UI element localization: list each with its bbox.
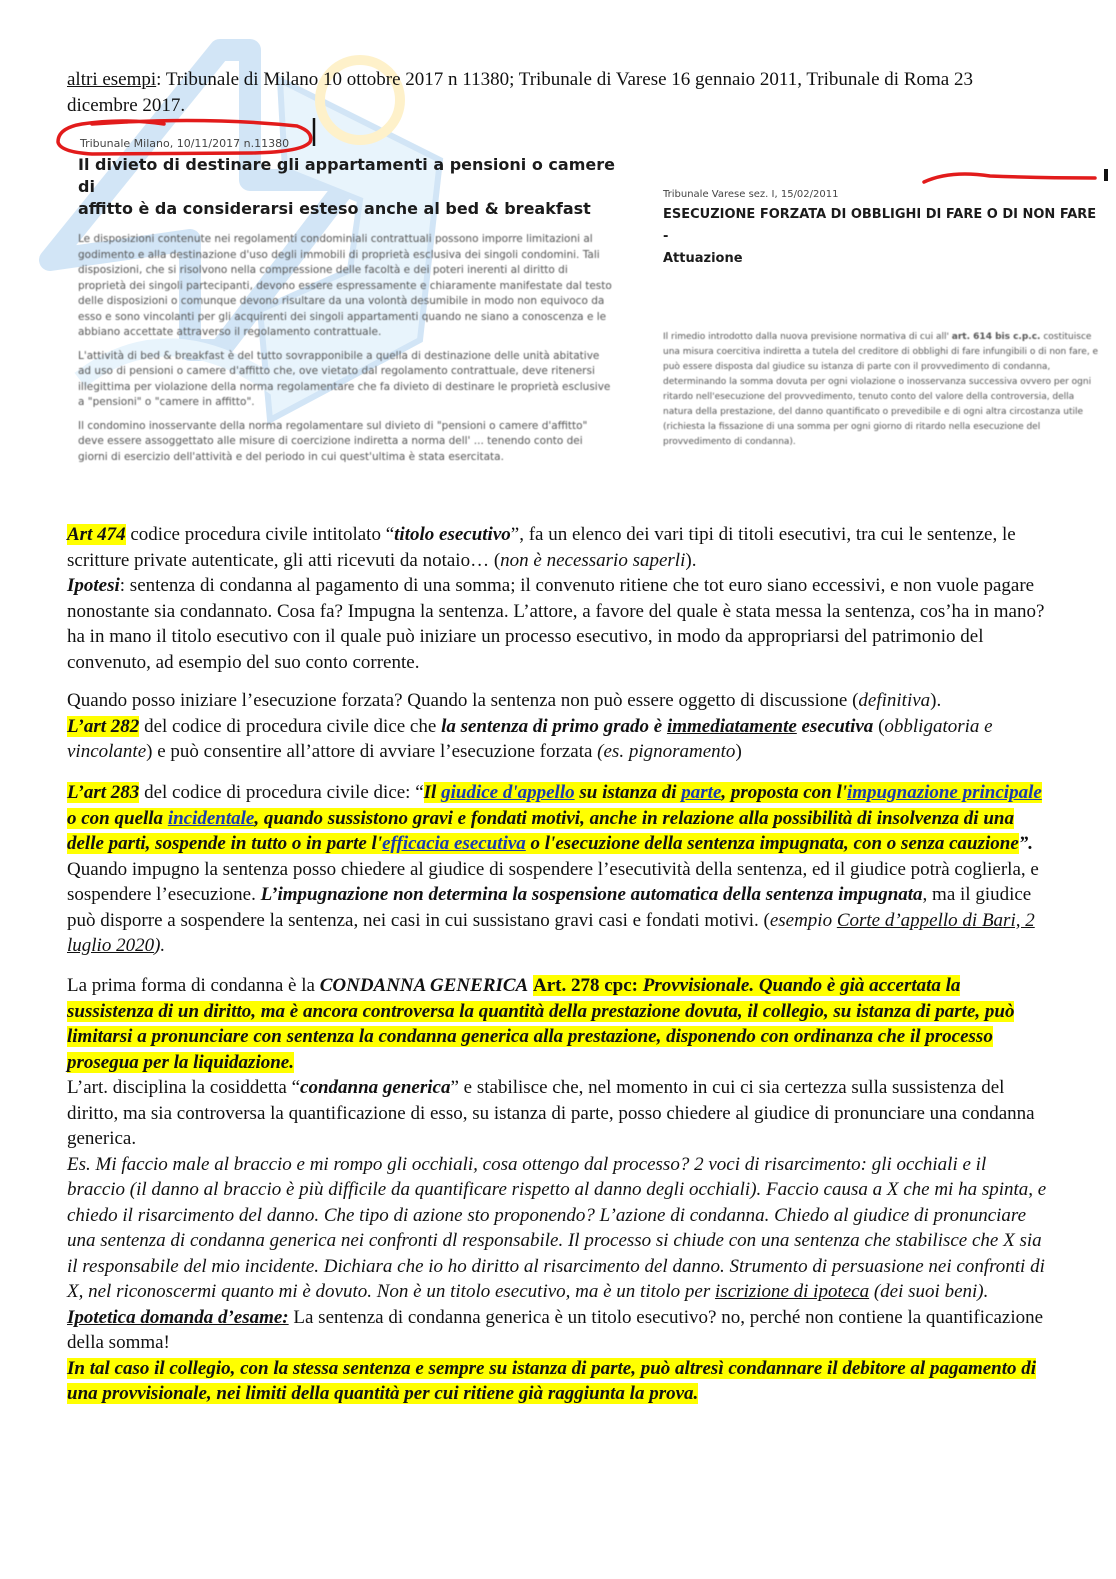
link-iscrizione-ipoteca[interactable]: iscrizione di ipoteca [715,1281,870,1302]
conclusione-text: In tal caso il collegio, con la stessa sentenza e sempre su istanza di parte, può altresì condannare il debitore al pagamento di una provvisionale, nei limiti della quantità per cui ritiene già raggiunta la prova. [67,1357,1037,1404]
clip-varese-body-art: art. 614 bis c.p.c. [951,332,1041,342]
link-parte[interactable]: parte [681,782,722,803]
art283-quote-2: su istanza di [574,782,682,803]
clip-varese-source: Tribunale Varese sez. I, 15/02/2011 [663,189,839,200]
intro-label: altri esempi [67,69,157,90]
link-corte-appello-bari[interactable]: Corte d’appello di Bari, 2 luglio 2020 [67,909,1035,956]
art283-quote-1: Il [423,782,442,803]
art283-quote-3: , proposta con l' [721,782,847,803]
esecuzione-text-1: Quando posso iniziare l’esecuzione forzata? Quando la sentenza non può essere oggetto di discussione ( [67,690,859,711]
intro-text: : Tribunale di Milano 10 ottobre 2017 n 11380; Tribunale di Varese 16 gennaio 2011, Tribunale di Roma 23 dicembre 2017. [67,69,973,116]
clip-tribunale-milano [66,134,626,514]
clip-milano-heading [78,154,618,220]
ipotesi-label: Ipotesi [67,575,120,596]
art283-italic-1: esempio [769,909,837,931]
condanna-text-2: ” e stabilisce che, nel momento in cui ci sia certezza sulla sussistenza del diritto, ma sia controversa la quantificazione di esso, su istanza di parte, posso chiedere al giudice di pronunciare una condanna generica. [67,1077,1035,1149]
clip-milano-heading-line-1: Il divieto di destinare gli appartamenti a pensioni o camere di [78,155,615,196]
art283-bold-1: L’impugnazione non determina la sospensione automatica della sentenza impugnata [260,884,923,905]
condanna-text-1: L’art. disciplina la cosiddetta “ [67,1077,301,1098]
esempio-text-2: (dei suoi beni). [869,1281,989,1302]
art282-text-3: ) e può consentire all’attore di avviare l’esecuzione forzata [146,741,598,762]
art282-bold-3: esecutiva [796,715,874,737]
art474-text-1: codice procedura civile intitolato “ [125,524,395,545]
art278-quote: Provvisionale. Quando è già accertata la sussistenza di un diritto, ma è ancora controversa la quantità della prestazione dovuta, il collegio, su istanza di parte, può limitarsi a pronunciare con sentenza la condanna generica alla prestazione, disponendo con ordinanza che il processo prosegua per la liquidazione. [67,975,1015,1073]
art283-text-4: ). [154,935,166,956]
clip-tribunale-varese [655,180,1110,470]
art283-label: L’art 283 [67,782,140,803]
esecuzione-text-2: ). [930,690,942,711]
art282-text-4: ) [735,741,742,762]
art278-condanna-generica: CONDANNA GENERICA [319,975,529,996]
clip-milano-heading-line-2: affitto è da considerarsi esteso anche al bed & breakfast [78,199,591,218]
clip-milano-body [78,232,613,473]
art278-text-1: La prima forma di condanna è la [67,975,320,996]
art474-label: Art 474 [67,524,126,545]
clip-varese-heading-line-1: ESECUZIONE FORZATA DI OBBLIGHI DI FARE O DI NON FARE - [663,207,1097,244]
art283-quote-close: ”. [1018,833,1034,854]
clip-varese-heading [663,204,1103,270]
link-impugnazione-principale[interactable]: impugnazione principale [847,782,1042,803]
clip-varese-body [663,330,1105,450]
intro-paragraph [67,67,1047,118]
clip-milano-para-3: Il condomino inosservante della norma regolamentare sul divieto di "pensioni o camere d'affitto" deve essere assoggettato alle misure di coercizione indiretta a norma dell' ... tenendo conto dei giorni di esercizio dell'attività e del periodo in cui quest'ultima è stata esercitata. [78,419,588,463]
art283-quote-4: o con quella [67,807,168,829]
art474-paragraph [67,522,1047,675]
esecuzione-definitiva: definitiva [858,690,931,711]
link-incidentale[interactable]: incidentale [167,807,255,829]
art282-bold-1: la sentenza di primo grado è [441,715,667,737]
ipotesi-text: : sentenza di condanna al pagamento di una somma; il convenuto ritiene che tot euro siano eccessivi, e non vuole pagare nonostante sia condannato. Cosa fa? Impugna la sentenza. L’attore, a favore del quale è stata messa la sentenza, cos’ha in mano? ha in mano il titolo esecutivo con il quale può iniziare un processo esecutivo, in modo da appropriarsi del patrimonio del convenuto, ad esempio del suo conto corrente. [67,575,1045,673]
art283-paragraph [67,780,1047,959]
domanda-text: La sentenza di condanna generica è un titolo esecutivo? no, perché non contiene la quantificazione della somma! [67,1306,1044,1353]
art283-quote-5: , quando sussistono gravi e fondati motivi, anche in relazione alla possibilità di insolvenza di una delle parti, sospende in tutto o in parte l' [67,807,1014,854]
art282-text-2: ( [873,715,885,737]
art282-paragraph [67,688,1047,765]
art474-note: non è necessario saperli [500,549,686,571]
art283-text-1: del codice di procedura civile dice: “ [139,782,424,803]
art474-text-3: ). [685,549,697,571]
art282-label: L’art 282 [67,715,140,737]
art283-quote-6: o l'esecuzione della sentenza impugnata, con o senza cauzione [525,833,1019,854]
art282-text-1: del codice di procedura civile dice che [139,715,442,737]
clip-milano-para-1: Le disposizioni contenute nei regolamenti condominiali contrattuali possono imporre limitazioni al godimento e alla destinazione d'uso degli immobili di proprietà esclusiva dei singoli condomini. Tali disposizioni, che si risolvono nella compressione delle facoltà e dei poteri inerenti al diritto di proprietà dei singoli partecipanti, devono essere espressamente e chiaramente manifestate dal testo delle disposizioni o comunque devono risultare da una volontà desumibile in modo non equivoco da esso e sono vincolanti per gli acquirenti dei singoli appartamenti quando ne siano a conoscenza e le abbiano accettate attraverso il regolamento contrattuale. [78,233,612,338]
art474-title: titolo esecutivo [394,524,511,545]
esempio-text-1: Es. Mi faccio male al braccio e mi rompo gli occhiali, cosa ottengo dal processo? 2 voci di risarcimento: gli occhiali e il braccio (il danno al braccio è più difficile da quantificare rispetto al danno degli occhiali). Faccio causa a X che mi ha spinta, e chiedo il risarcimento del danno. Che tipo di azione sto proponendo? L’azione di condanna. Chiedo al giudice di pronunciare una sentenza di condanna generica nei confronti dl responsabile. Il processo si chiude con una sentenza che stabilisce che X sia il responsabile del mio incidente. Dichiara che io ho diritto al risarcimento del danno. Strumento di persuasione nei confronti di X, nel riconoscermi quanto mi è dovuto. Non è un titolo esecutivo, ma è un titolo per [67,1153,1047,1302]
art283-text-3: , ma il giudice può disporre a sospendere la sentenza, nei casi in cui sussistano gravi casi e fondati motivi. ( [67,884,1032,931]
art282-bold-2: immediatamente [666,715,797,737]
clip-varese-body-pre: Il rimedio introdotto dalla nuova previsione normativa di cui all' [663,332,952,342]
art283-text-2: Quando impugno la sentenza posso chiedere al giudice di sospendere l’esecutività della sentenza, ed il giudice potrà coglierla, e sospendere l’esecuzione. [67,858,1039,905]
art474-text-2: ”, fa un elenco dei vari tipi di titoli esecutivi, tra cui le sentenze, le scritture private autenticate, gli atti ricevuti da notaio… ( [67,524,1016,571]
clip-milano-para-2: L'attività di bed & breakfast è del tutto sovrapponibile a quella di destinazione delle unità abitative ad uso di pensioni o camere d'affitto che, ove vietato dal regolamento contrattuale, deve ritenersi illegittima per violazione della norma regolamentare che fa divieto di destinare le proprietà esclusive a "pensioni" o "camere in affitto". [78,349,611,408]
clip-varese-heading-line-2: Attuazione [663,251,743,266]
domanda-label: Ipotetica domanda d’esame: [67,1306,289,1328]
red-circle-annotation [52,112,322,160]
art282-italic-1: obbligatoria e vincolante [67,715,993,762]
art278-paragraph [67,973,1047,1407]
link-efficacia-esecutiva[interactable]: efficacia esecutiva [382,833,526,854]
art282-italic-2: (es. pignoramento [597,741,736,762]
art278-label: Art. 278 cpc: [532,975,638,996]
condanna-bold: condanna generica [300,1077,451,1098]
clip-milano-source: Tribunale Milano, 10/11/2017 n.11380 [80,137,290,150]
link-giudice-appello[interactable]: giudice d'appello [441,782,575,803]
clip-varese-body-post: costituisce una misura coercitiva indiretta a tutela del creditore di obblighi di fare infungibili o di non fare, e può essere disposta dal giudice su istanza di parte con il provvedimento di condanna, determinando la somma dovuta per ogni violazione o inosservanza successiva ovvero per ogni ritardo nell'esecuzione del provvedimento, tenuto conto del valore della controversia, della natura della prestazione, del danno quantificato o prevedibile e di ogni altra circostanza utile (richiesta la fissazione di una somma per ogni giorno di ritardo nella esecuzione del provvedimento di condanna). [663,332,1099,447]
